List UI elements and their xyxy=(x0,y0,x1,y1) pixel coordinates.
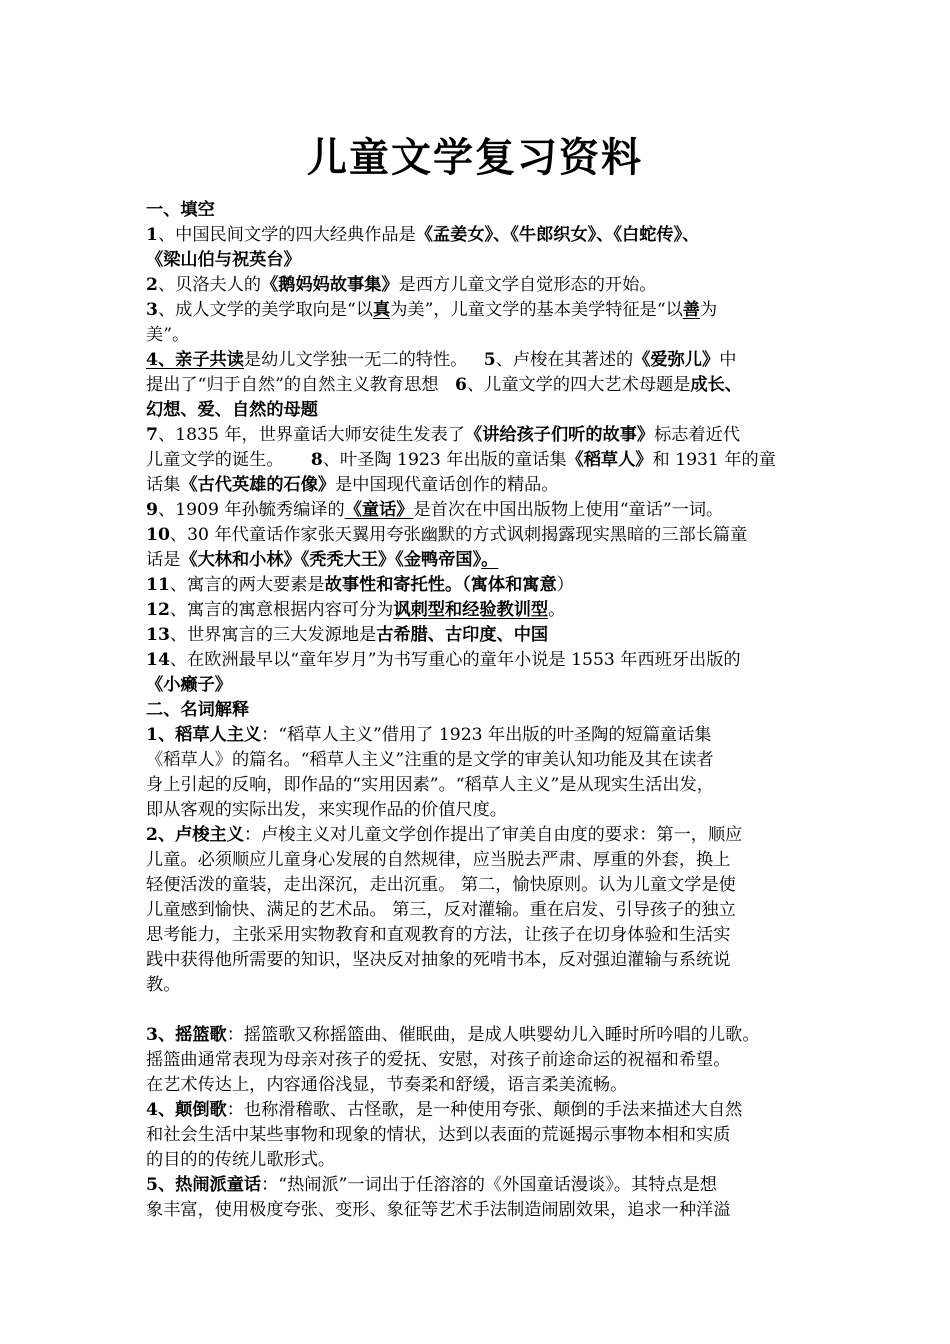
item-5-6-line-2: 提出了“归于自然”的自然主义教育思想 6、儿童文学的四大艺术母题是成长、 xyxy=(146,375,742,395)
definition-1-line-2: 《稻草人》的篇名。“稻草人主义”注重的是文学的审美认知功能及其在读者 xyxy=(146,750,714,770)
item-8-line-3: 话集《古代英雄的石像》是中国现代童话创作的精品。 xyxy=(146,475,559,495)
item-10-line-1: 10、30 年代童话作家张天翼用夸张幽默的方式讽刺揭露现实黑暗的三部长篇童 xyxy=(146,525,748,545)
item-12: 12、寓言的寓意根据内容可分为讽刺型和经验教训型。 xyxy=(146,600,566,620)
item-11: 11、寓言的两大要素是故事性和寄托性。（寓体和寓意） xyxy=(146,575,574,595)
definition-1-line-4: 即从客观的实际出发，来实现作品的价值尺度。 xyxy=(146,800,507,820)
document-title: 儿童文学复习资料 xyxy=(307,135,643,181)
item-14-line-1: 14、在欧洲最早以“童年岁月”为书写重心的童年小说是 1553 年西班牙出版的 xyxy=(146,650,741,670)
definition-4-line-3: 的目的的传统儿歌形式。 xyxy=(146,1150,336,1170)
document-body xyxy=(146,198,826,1223)
definition-2-line-5: 思考能力，主张采用实物教育和直观教育的方法，让孩子在切身体验和生活实 xyxy=(146,925,731,945)
item-14-line-2: 《小癞子》 xyxy=(146,675,232,695)
item-6-line-3: 幻想、爱、自然的母题 xyxy=(146,400,318,420)
definition-5-line-2: 象丰富，使用极度夸张、变形、象征等艺术手法制造闹剧效果，追求一种洋溢 xyxy=(146,1200,731,1220)
definition-1-line-3: 身上引起的反响，即作品的“实用因素”。“稻草人主义”是从现实生活出发， xyxy=(146,775,714,795)
item-1-line-2: 《梁山伯与祝英台》 xyxy=(146,250,301,270)
definition-2-line-1: 2、卢梭主义：卢梭主义对儿童文学创作提出了审美自由度的要求：第一，顺应 xyxy=(146,825,743,845)
definition-2-line-2: 儿童。必须顺应儿童身心发展的自然规律，应当脱去严肃、厚重的外套，换上 xyxy=(146,850,731,870)
item-9: 9、1909 年孙毓秀编译的《童话》是首次在中国出版物上使用“童话”一词。 xyxy=(146,500,724,520)
paragraph-gap xyxy=(146,998,826,1023)
definition-2-line-3: 轻便活泼的童装，走出深沉，走出沉重。 第二，愉快原则。认为儿童文学是使 xyxy=(146,875,736,895)
definition-2-line-4: 儿童感到愉快、满足的艺术品。 第三，反对灌输。重在启发、引导孩子的独立 xyxy=(146,900,736,920)
definition-3-line-1: 3、摇篮歌：摇篮歌又称摇篮曲、催眠曲，是成人哄婴幼儿入睡时所吟唱的儿歌。 xyxy=(146,1025,760,1045)
item-7-8-line-2: 儿童文学的诞生。 8、叶圣陶 1923 年出版的童话集《稻草人》和 1931 年的童 xyxy=(146,450,776,470)
definition-1-line-1: 1、稻草人主义：“稻草人主义”借用了 1923 年出版的叶圣陶的短篇童话集 xyxy=(146,725,712,745)
item-7-line-1: 7、1835 年，世界童话大师安徒生发表了《讲给孩子们听的故事》标志着近代 xyxy=(146,425,741,445)
definition-4-line-2: 和社会生活中某些事物和现象的情状，达到以表面的荒诞揭示事物本相和实质 xyxy=(146,1125,731,1145)
section-heading-definitions: 二、名词解释 xyxy=(146,700,250,720)
definition-3-line-2: 摇篮曲通常表现为母亲对孩子的爱抚、安慰，对孩子前途命运的祝福和希望。 xyxy=(146,1050,731,1070)
item-2: 2、贝洛夫人的《鹅妈妈故事集》是西方儿童文学自觉形态的开始。 xyxy=(146,275,657,295)
item-4-5-line-1: 4、亲子共读是幼儿文学独一无二的特性。 5、卢梭在其著述的《爱弥儿》中 xyxy=(146,350,737,370)
definition-2-line-7: 教。 xyxy=(146,975,181,995)
item-3-line-2: 美”。 xyxy=(146,325,190,345)
item-1-line-1: 1、中国民间文学的四大经典作品是《孟姜女》、《牛郎织女》、《白蛇传》、 xyxy=(146,225,700,245)
item-10-line-2: 话是《大林和小林》《秃秃大王》《金鸭帝国》。 xyxy=(146,550,499,570)
definition-4-line-1: 4、颠倒歌：也称滑稽歌、古怪歌，是一种使用夸张、颠倒的手法来描述大自然 xyxy=(146,1100,743,1120)
definition-3-line-3: 在艺术传达上，内容通俗浅显，节奏柔和舒缓，语言柔美流畅。 xyxy=(146,1075,628,1095)
definition-5-line-1: 5、热闹派童话：“热闹派”一词出于任溶溶的《外国童话漫谈》。其特点是想 xyxy=(146,1175,717,1195)
item-13: 13、世界寓言的三大发源地是古希腊、古印度、中国 xyxy=(146,625,549,645)
section-heading-fill-blank: 一、填空 xyxy=(146,200,215,220)
item-3-line-1: 3、成人文学的美学取向是“以真为美”，儿童文学的基本美学特征是“以善为 xyxy=(146,300,718,320)
definition-2-line-6: 践中获得他所需要的知识，坚决反对抽象的死啃书本，反对强迫灌输与系统说 xyxy=(146,950,731,970)
